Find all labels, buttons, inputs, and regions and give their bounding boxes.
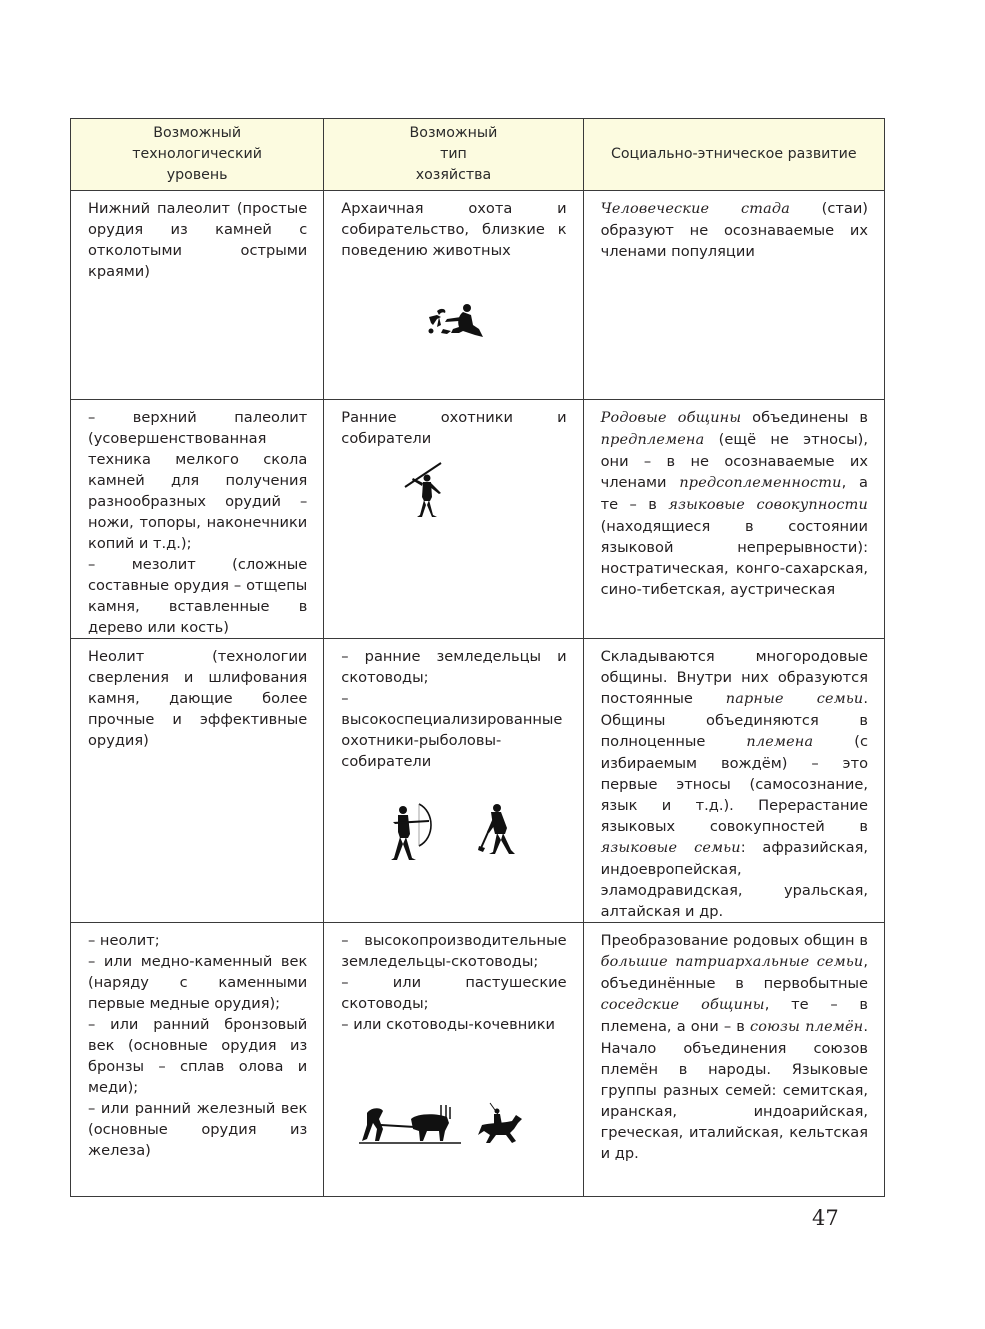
cell-economy (324, 400, 583, 639)
table-header-row (71, 119, 885, 191)
technology-text: – мезолит (сложные составные орудия – отщепы камня, вставленные в дерево или кость) (88, 556, 308, 636)
cell-economy (324, 191, 583, 400)
spear-hunter-icon (403, 461, 449, 519)
table-row (71, 191, 885, 400)
plain-text: объединены в (741, 409, 868, 426)
italic-term: языковые семьи (600, 840, 741, 856)
technology-text: – неолит; (88, 932, 160, 949)
economy-text: – или скотоводы-кочевники (341, 1016, 556, 1033)
technology-text: – или медно-каменный век (наряду с каменными первые медные орудия); (88, 953, 308, 1012)
italic-term: большие патриархальные семьи (600, 954, 864, 970)
plain-text: . Начало объединения союзов племён в народы. Языковые группы разных семей: семитская, иранская, индоарийская, греческая, италийская, кельтская и др. (600, 1018, 868, 1162)
technology-text: – верхний палеолит (усовершенствованная техника мелкого скола камней для получения разнообразных орудий – ножи, топоры, наконечники копий и т.д.); (88, 409, 308, 552)
plain-text: Складываются многородовые общины. Внутри них образуются постоянные (600, 648, 868, 707)
header-economy (324, 119, 583, 191)
cell-technology (71, 191, 324, 400)
economy-text: – ранние земледельцы и скотоводы; (341, 648, 567, 686)
evolution-table (70, 118, 885, 1197)
horse-rider-icon (474, 1101, 524, 1149)
cell-technology (71, 400, 324, 639)
cell-economy (324, 639, 583, 923)
plain-text: , объединённые в первобытные (600, 953, 868, 992)
header-line: Возможный (409, 125, 498, 141)
economy-text: – высокопроизводительные земледельцы-скотоводы; (341, 932, 567, 970)
economy-text: – или пастушеские скотоводы; (341, 974, 567, 1012)
table-row (71, 639, 885, 923)
italic-term: Человеческие стада (600, 201, 791, 217)
plain-text: , те – в племена, а они – в (600, 996, 868, 1035)
cell-economy (324, 923, 583, 1197)
hoe-farmer-icon (477, 802, 519, 858)
italic-term: союзы племён (750, 1019, 864, 1035)
plain-text: (стаи) образуют не осознаваемые их членами популяции (600, 200, 868, 260)
italic-term: племена (746, 734, 814, 750)
plain-text: : афразийская, индоевропейская, эламодравидская, уральская, алтайская и др. (600, 839, 868, 920)
plain-text: . Общины объединяются в полноценные (600, 690, 868, 750)
page-number: 47 (812, 1206, 839, 1230)
technology-text: Неолит (технологии сверления и шлифования камня, дающие более прочные и эффективные орудия) (88, 648, 308, 749)
economy-text: Ранние охотники и собиратели (341, 409, 567, 447)
header-line: хозяйства (415, 167, 492, 183)
cell-social (583, 191, 884, 400)
cell-technology (71, 639, 324, 923)
cell-social (583, 400, 884, 639)
cell-technology (71, 923, 324, 1197)
technology-text: – или ранний бронзовый век (основные орудия из бронзы – сплав олова и меди); (88, 1016, 308, 1096)
italic-term: Родовые общины (600, 410, 742, 426)
italic-term: языковые совокупности (668, 497, 868, 513)
plain-text: , а те – в (600, 474, 868, 513)
plain-text: (с избираемым вождём) – это первые этносы (самосознание, язык и т.д.). Перерастание языковых совокупностей в (600, 733, 869, 835)
table-row (71, 400, 885, 639)
header-line: тип (440, 146, 467, 162)
italic-term: парные семьи (725, 691, 864, 707)
header-line: технологический (132, 146, 262, 162)
cell-social (583, 639, 884, 923)
social-text (584, 639, 884, 922)
plain-text: (ещё не этносы), они – в не осознаваемые их членами (600, 431, 868, 491)
table-row (71, 923, 885, 1197)
italic-term: предсоплеменности (679, 475, 842, 491)
cell-social (583, 923, 884, 1197)
italic-term: предплемена (600, 432, 705, 448)
header-line: Возможный (153, 125, 242, 141)
plain-text: Преобразование родовых общин в (600, 932, 868, 949)
economy-text: Архаичная охота и собирательство, близкие к поведению животных (341, 200, 567, 259)
gatherer-figure-icon (423, 303, 485, 339)
social-text (584, 400, 884, 600)
header-line: Социально-этническое развитие (610, 146, 857, 162)
social-text (584, 923, 884, 1164)
archer-icon (389, 802, 439, 864)
header-social (583, 119, 884, 191)
technology-text: – или ранний железный век (основные орудия из железа) (88, 1100, 308, 1159)
header-line: уровень (166, 167, 228, 183)
economy-text: – высокоспециализированные охотники-рыболовы-собиратели (341, 690, 563, 770)
header-technology (71, 119, 324, 191)
technology-text: Нижний палеолит (простые орудия из камней с отколотыми острыми краями) (88, 200, 308, 280)
italic-term: соседские общины (600, 997, 765, 1013)
plowing-oxen-icon (357, 1101, 462, 1149)
plain-text: (находящиеся в состоянии языковой непрерывности): ностратическая, конго-сахарская, сино-тибетская, аустрическая (600, 518, 868, 598)
social-text (584, 191, 884, 262)
